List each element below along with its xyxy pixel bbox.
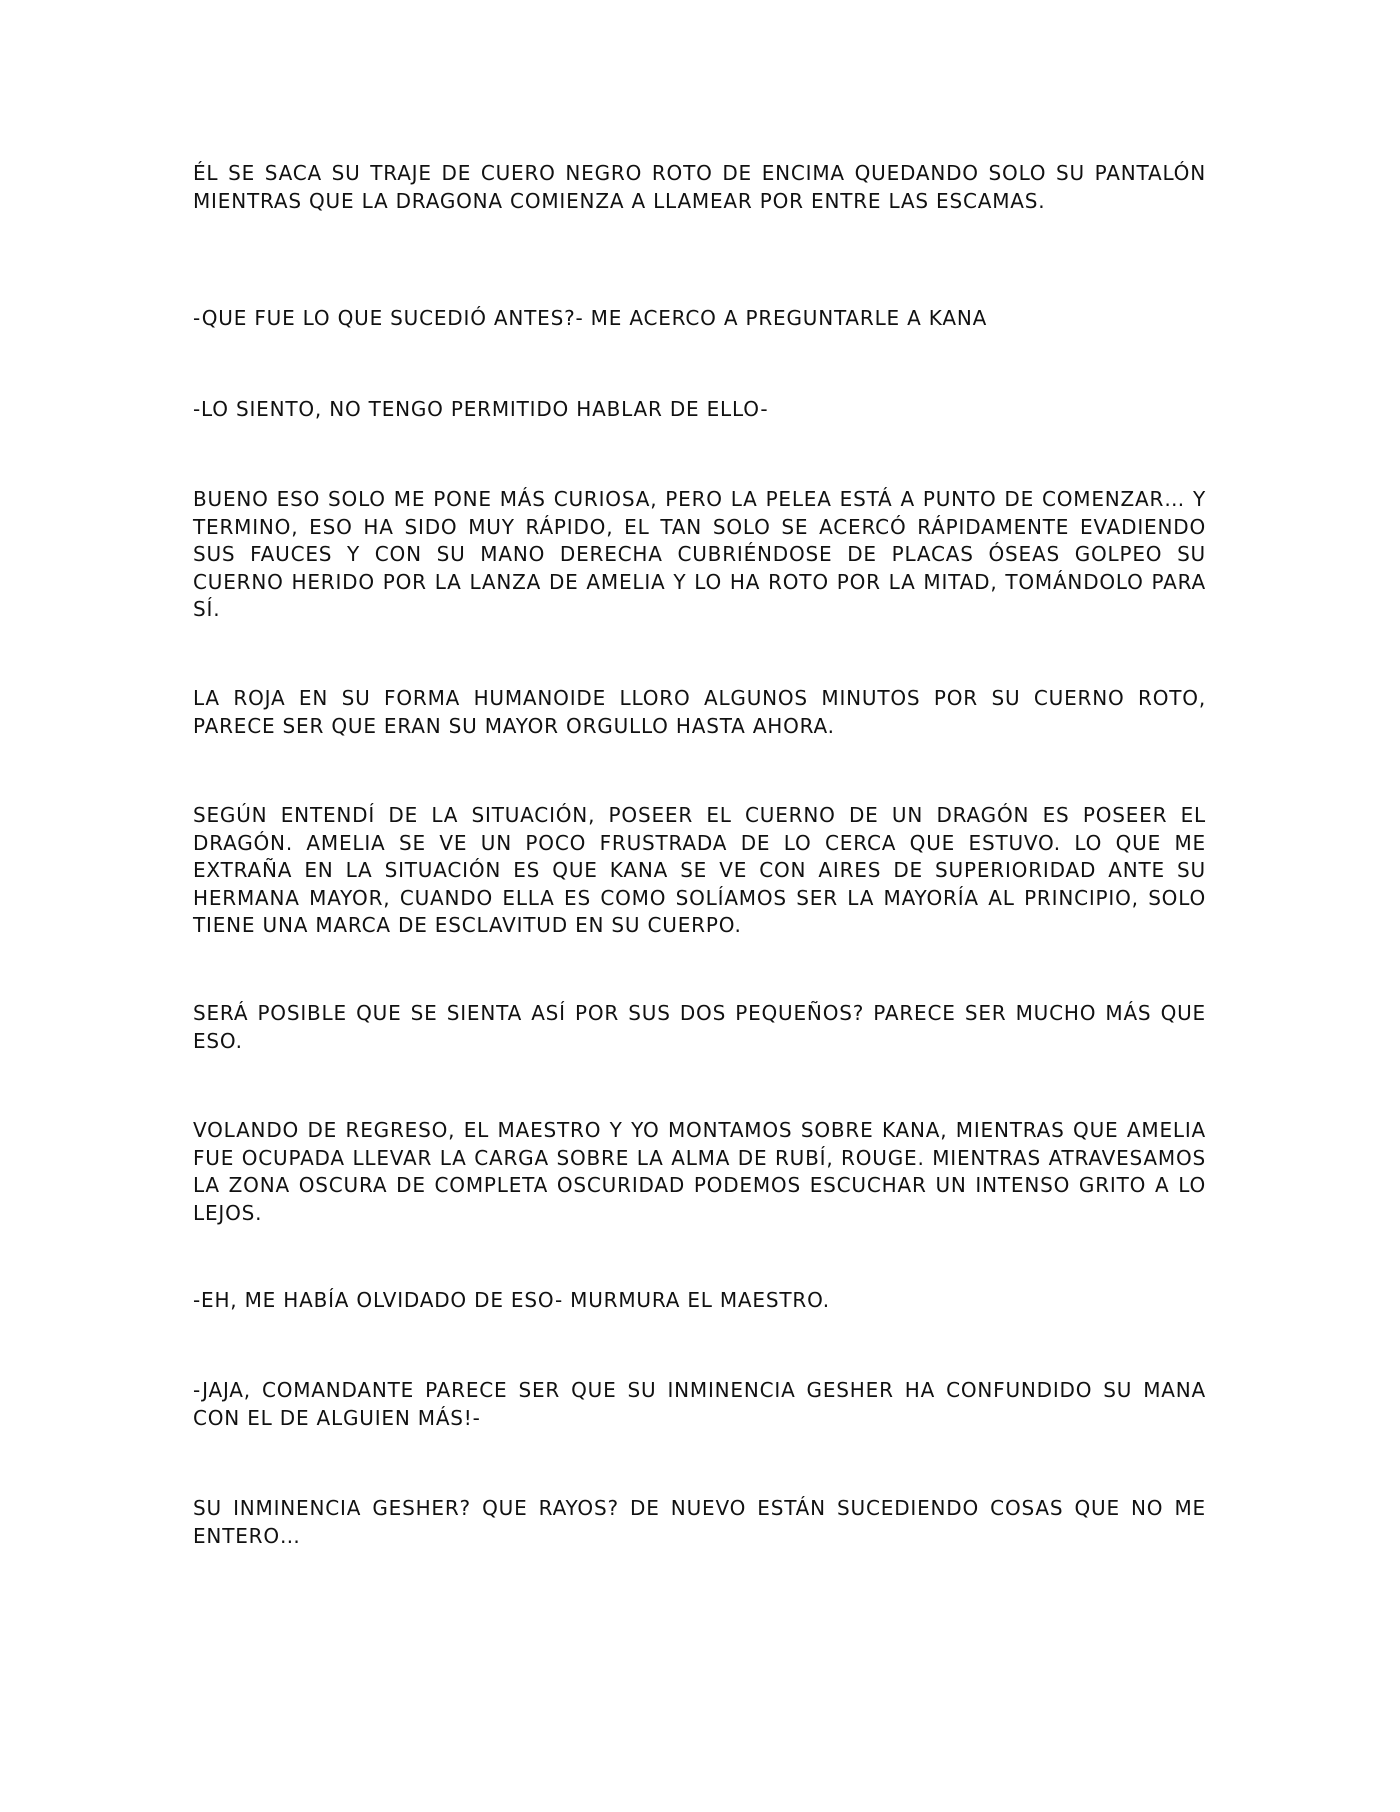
paragraph-10: -JAJA, COMANDANTE PARECE SER QUE SU INMINENCIA GESHER HA CONFUNDIDO SU MANA CON EL DE ALGUIEN MÁS!- xyxy=(193,1378,1206,1430)
paragraph-8: VOLANDO DE REGRESO, EL MAESTRO Y YO MONTAMOS SOBRE KANA, MIENTRAS QUE AMELIA FUE OCUPADA LLEVAR LA CARGA SOBRE LA ALMA DE RUBÍ, ROUGE. MIENTRAS ATRAVESAMOS LA ZONA OSCURA DE COMPLETA OSCURIDAD PODEMOS ESCUCHAR UN INTENSO GRITO A LO LEJOS. xyxy=(193,1118,1206,1225)
paragraph-11: SU INMINENCIA GESHER? QUE RAYOS? DE NUEVO ESTÁN SUCEDIENDO COSAS QUE NO ME ENTERO… xyxy=(193,1496,1206,1548)
paragraph-1: ÉL SE SACA SU TRAJE DE CUERO NEGRO ROTO DE ENCIMA QUEDANDO SOLO SU PANTALÓN MIENTRAS QUE LA DRAGONA COMIENZA A LLAMEAR POR ENTRE LAS ESCAMAS. xyxy=(193,161,1206,213)
paragraph-3: -LO SIENTO, NO TENGO PERMITIDO HABLAR DE ELLO- xyxy=(193,397,769,421)
paragraph-6: SEGÚN ENTENDÍ DE LA SITUACIÓN, POSEER EL CUERNO DE UN DRAGÓN ES POSEER EL DRAGÓN. AMELIA SE VE UN POCO FRUSTRADA DE LO CERCA QUE ESTUVO. LO QUE ME EXTRAÑA EN LA SITUACIÓN ES QUE KANA SE VE CON AIRES DE SUPERIORIDAD ANTE SU HERMANA MAYOR, CUANDO ELLA ES COMO SOLÍAMOS SER LA MAYORÍA AL PRINCIPIO, SOLO TIENE UNA MARCA DE ESCLAVITUD EN SU CUERPO. xyxy=(193,803,1206,937)
paragraph-7: SERÁ POSIBLE QUE SE SIENTA ASÍ POR SUS DOS PEQUEÑOS? PARECE SER MUCHO MÁS QUE ESO. xyxy=(193,1001,1206,1053)
paragraph-4: BUENO ESO SOLO ME PONE MÁS CURIOSA, PERO LA PELEA ESTÁ A PUNTO DE COMENZAR… Y TERMINO, ESO HA SIDO MUY RÁPIDO, EL TAN SOLO SE ACERCÓ RÁPIDAMENTE EVADIENDO SUS FAUCES Y CON SU MANO DERECHA CUBRIÉNDOSE DE PLACAS ÓSEAS GOLPEO SU CUERNO HERIDO POR LA LANZA DE AMELIA Y LO HA ROTO POR LA MITAD, TOMÁNDOLO PARA SÍ. xyxy=(193,487,1206,621)
paragraph-5: LA ROJA EN SU FORMA HUMANOIDE LLORO ALGUNOS MINUTOS POR SU CUERNO ROTO, PARECE SER QUE ERAN SU MAYOR ORGULLO HASTA AHORA. xyxy=(193,686,1206,738)
paragraph-2: -QUE FUE LO QUE SUCEDIÓ ANTES?- ME ACERCO A PREGUNTARLE A KANA xyxy=(193,306,988,330)
paragraph-9: -EH, ME HABÍA OLVIDADO DE ESO- MURMURA EL MAESTRO. xyxy=(193,1288,830,1312)
